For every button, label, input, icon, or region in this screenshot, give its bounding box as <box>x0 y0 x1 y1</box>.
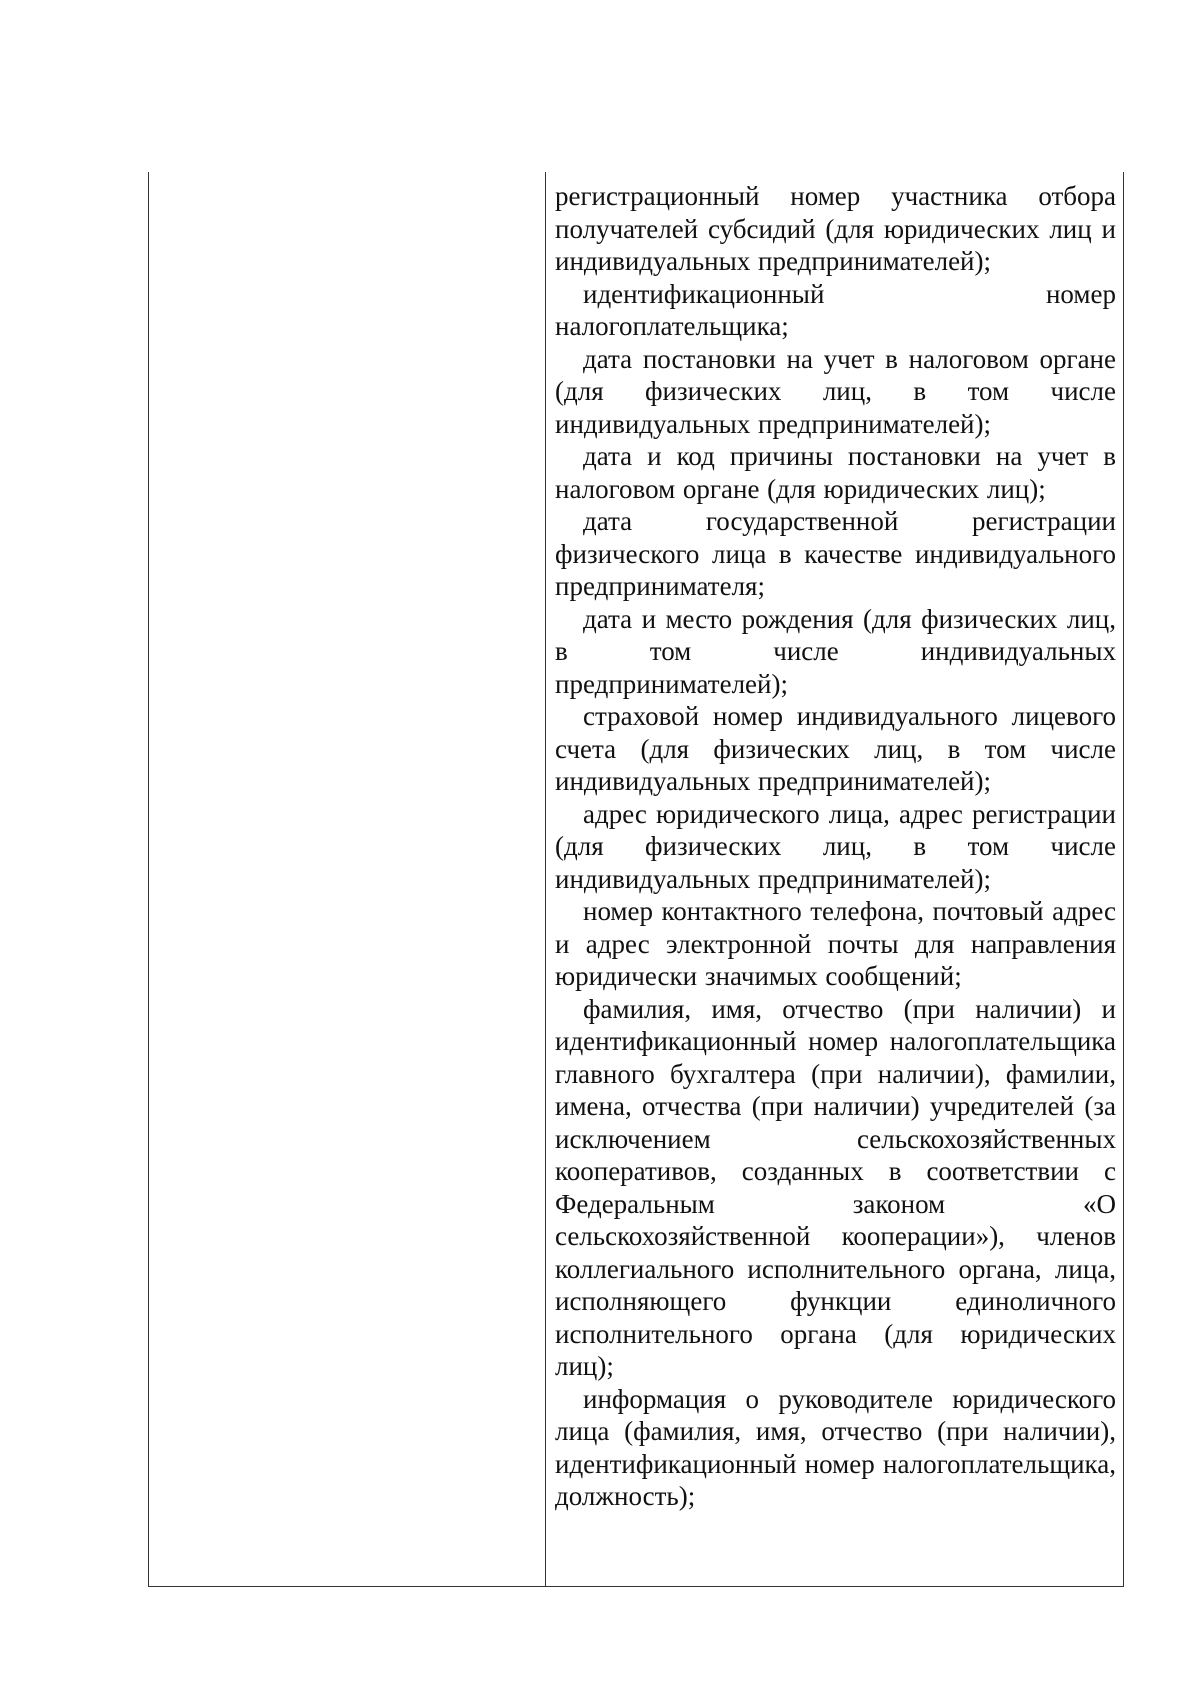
paragraph-contacts: номер контактного телефона, почтовый адрес и адрес электронной почты для направления юридически значимых сообщений; <box>555 896 1116 991</box>
paragraph-inn: идентификационный номер налогоплательщика; <box>555 278 1116 341</box>
table-left-cell <box>149 172 545 1586</box>
paragraph-registration-number: регистрационный номер участника отбора получателей субсидий (для юридических лиц и индивидуальных предпринимателей); <box>555 181 1116 276</box>
paragraph-tax-registration-date: дата постановки на учет в налоговом органе (для физических лиц, в том числе индивидуальных предпринимателей); <box>555 343 1116 439</box>
paragraph-birth-date-place: дата и место рождения (для физических лиц, в том числе индивидуальных предпринимателей); <box>555 603 1116 699</box>
paragraph-director-info: информация о руководителе юридического лица (фамилия, имя, отчество (при наличии), идентификационный номер налогоплательщика, должность); <box>555 1383 1116 1511</box>
paragraph-address: адрес юридического лица, адрес регистрации (для физических лиц, в том числе индивидуальных предпринимателей); <box>555 798 1116 894</box>
column-divider <box>545 172 546 1586</box>
document-table <box>148 172 1124 1587</box>
paragraph-chief-accountant-founders: фамилия, имя, отчество (при наличии) и идентификационный номер налогоплательщика главного бухгалтера (при наличии), фамилии, имена, отчества (при наличии) учредителей (за исключением сельскохозяйственных кооперативов, созданных в соответствии с Федеральным законом «О сельскохозяйственной кооперации»), членов коллегиального исполнительного органа, лица, исполняющего функции единоличного исполнительного органа (для юридических лиц); <box>555 993 1116 1381</box>
paragraph-kpp: дата и код причины постановки на учет в налоговом органе (для юридических лиц); <box>555 441 1116 504</box>
table-right-cell <box>555 180 1116 1513</box>
paragraph-state-registration-date: дата государственной регистрации физического лица в качестве индивидуального предпринимателя; <box>555 506 1116 601</box>
paragraph-snils: страховой номер индивидуального лицевого счета (для физических лиц, в том числе индивидуальных предпринимателей); <box>555 701 1116 796</box>
